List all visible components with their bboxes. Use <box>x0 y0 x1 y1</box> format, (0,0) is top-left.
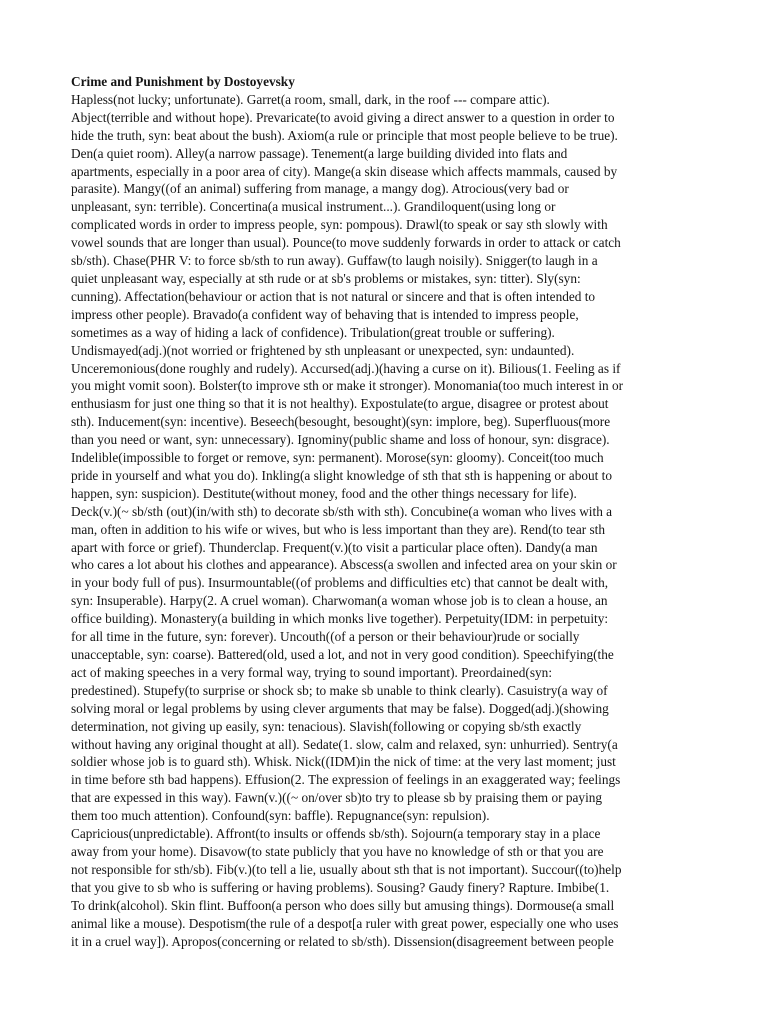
text-line: unpleasant, syn: terrible). Concertina(a musical instrument...). Grandiloquent(using long or <box>71 199 556 215</box>
text-line: for all time in the future, syn: forever). Uncouth((of a person or their behaviour)rude or socially <box>71 629 580 645</box>
text-line: hide the truth, syn: beat about the bush). Axiom(a rule or principle that most people believe to be true). <box>71 127 618 143</box>
text-line: man, often in addition to his wife or wives, but who is less important than they are). Rend(to tear sth <box>71 521 605 537</box>
text-line: complicated words in order to impress people, syn: pompous). Drawl(to speak or say sth slowly with <box>71 217 608 233</box>
text-line: apartments, especially in a poor area of city). Mange(a skin disease which affects mammals, caused by <box>71 163 618 179</box>
text-line: Deck(v.)(~ sb/sth (out)(in/with sth) to decorate sb/sth with sth). Concubine(a woman who lives with a <box>71 503 613 519</box>
text-line: them too much attention). Confound(syn: baffle). Repugnance(syn: repulsion). <box>71 808 490 824</box>
text-line: sth). Inducement(syn: incentive). Beseech(besought, besought)(syn: implore, beg). Superfluous(more <box>71 414 611 430</box>
document-title: Crime and Punishment by Dostoyevsky <box>71 74 295 89</box>
text-line: Hapless(not lucky; unfortunate). Garret(a room, small, dark, in the roof --- compare attic). <box>71 91 550 107</box>
text-line: it in a cruel way]). Apropos(concerning or related to sb/sth). Dissension(disagreement between people <box>71 933 614 949</box>
text-line: away from your home). Disavow(to state publicly that you have no knowledge of sth or that you are <box>71 843 604 859</box>
text-line: predestined). Stupefy(to surprise or shock sb; to make sb unable to think clearly). Casuistry(a way of <box>71 682 608 698</box>
text-line: soldier whose job is to guard sth). Whisk. Nick((IDM)in the nick of time: at the very last moment; just <box>71 754 616 770</box>
text-line: Unceremonious(done roughly and rudely). Accursed(adj.)(having a curse on it). Bilious(1. Feeling as if <box>71 360 621 376</box>
text-line: Undismayed(adj.)(not worried or frightened by sth unpleasant or unexpected, syn: undaunted). <box>71 342 575 358</box>
document-body <box>71 91 696 951</box>
text-line: without having any original thought at all). Sedate(1. slow, calm and relaxed, syn: unhurried). Sentry(a <box>71 736 618 752</box>
text-line: vowel sounds that are longer than usual). Pounce(to move suddenly forwards in order to attack or catch <box>71 235 621 251</box>
text-line: than you need or want, syn: unnecessary). Ignominy(public shame and loss of honour, syn: disgrace). <box>71 432 610 448</box>
text-line: sometimes as a way of hiding a lack of confidence). Tribulation(great trouble or suffering). <box>71 324 555 340</box>
text-line: quiet unpleasant way, especially at sth rude or at sb's problems or mistakes, syn: titter). Sly(syn: <box>71 270 581 286</box>
text-line: in your body full of pus). Insurmountable((of problems and difficulties etc) that cannot be dealt with, <box>71 575 609 591</box>
text-line: Capricious(unpredictable). Affront(to insults or offends sb/sth). Sojourn(a temporary stay in a place <box>71 826 601 842</box>
text-line: unacceptable, syn: coarse). Battered(old, used a lot, and not in very good condition). Speechifying(the <box>71 647 614 662</box>
text-line: Den(a quiet room). Alley(a narrow passage). Tenement(a large building divided into flats and <box>71 145 568 161</box>
text-line: that you give to sb who is suffering or having problems). Sousing? Gaudy finery? Rapture. Imbibe(1. <box>71 879 610 895</box>
text-line: solving moral or legal problems by using clever arguments that may be false). Dogged(adj.)(showing <box>71 700 609 716</box>
text-line: Indelible(impossible to forget or remove, syn: permanent). Morose(syn: gloomy). Conceit(too much <box>71 450 604 466</box>
text-line: you might vomit soon). Bolster(to improve sth or make it stronger). Monomania(too much interest in or <box>71 378 624 394</box>
text-line: not responsible for sth/sb). Fib(v.)(to tell a lie, usually about sth that is not important). Succour((to)help <box>71 861 622 877</box>
document-page <box>71 73 696 950</box>
text-line: parasite). Mangy((of an animal) suffering from manage, a mangy dog). Atrocious(very bad or <box>71 181 569 197</box>
text-line: syn: Insuperable). Harpy(2. A cruel woman). Charwoman(a woman whose job is to clean a house, an <box>71 593 608 609</box>
text-line: office building). Monastery(a building in which monks live together). Perpetuity(IDM: in perpetuity: <box>71 611 609 627</box>
text-line: sb/sth). Chase(PHR V: to force sb/sth to run away). Guffaw(to laugh noisily). Snigger(to laugh in a <box>71 253 598 269</box>
text-line: apart with force or grief). Thunderclap. Frequent(v.)(to visit a particular place often). Dandy(a man <box>71 539 598 555</box>
text-line: pride in yourself and what you do). Inkling(a slight knowledge of sth that sth is happening or about to <box>71 467 613 483</box>
text-line: in time before sth bad happens). Effusion(2. The expression of feelings in an exaggerated way; feelings <box>71 772 621 788</box>
text-line: act of making speeches in a very formal way, trying to sound important). Preordained(syn: <box>71 664 553 680</box>
text-line: impress other people). Bravado(a confident way of behaving that is intended to impress people, <box>71 306 579 322</box>
text-line: that are expessed in this way). Fawn(v.)((~ on/over sb)to try to please sb by praising them or paying <box>71 790 603 806</box>
text-line: happen, syn: suspicion). Destitute(without money, food and the other things necessary for life). <box>71 485 577 501</box>
text-line: determination, not giving up easily, syn: tenacious). Slavish(following or copying sb/sth exactly <box>71 718 582 734</box>
text-line: who cares a lot about his clothes and appearance). Abscess(a swollen and infected area on your skin or <box>71 557 617 573</box>
text-line: To drink(alcohol). Skin flint. Buffoon(a person who does silly but amusing things). Dormouse(a small <box>71 897 615 913</box>
text-line: animal like a mouse). Despotism(the rule of a despot[a ruler with great power, especially one who uses <box>71 915 619 931</box>
text-line: enthusiasm for just one thing so that it is not healthy). Expostulate(to argue, disagree or protest about <box>71 396 609 412</box>
text-line: cunning). Affectation(behaviour or action that is not natural or sincere and that is often intended to <box>71 288 596 304</box>
text-line: Abject(terrible and without hope). Prevaricate(to avoid giving a direct answer to a question in order to <box>71 109 615 125</box>
